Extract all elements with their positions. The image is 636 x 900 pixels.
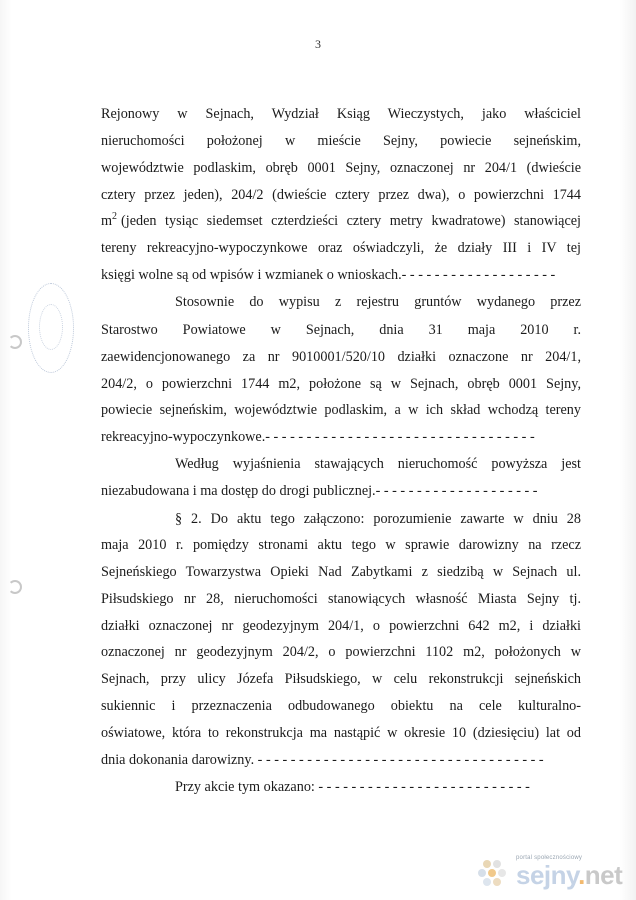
text-line: (jeden tysiąc siedemset czterdzieści cztery metry kwadratowe) stanowiącej [121, 213, 581, 229]
text-line: dnia dokonania darowizny. - - - - - - - - - - - - - - - - - - - - - - - - - - - - - - - - - - - [101, 752, 544, 768]
punch-hole-mark [8, 580, 22, 594]
text-line: województwie podlaskim, obręb 0001 Sejny, oznaczonej nr 204/1 (dwieście [101, 160, 581, 176]
text-line: § 2. Do aktu tego załączono: porozumienie zawarte w dniu 28 [175, 511, 581, 527]
text-line: Przy akcie tym okazano: - - - - - - - - - - - - - - - - - - - - - - - - - - [175, 779, 530, 795]
text-line: rekreacyjno-wypoczynkowe.- - - - - - - - - - - - - - - - - - - - - - - - - - - - - - - - - [101, 429, 535, 445]
text-line: Piłsudskiego nr 28, nieruchomości stanowiących własność Miasta Sejny tj. [101, 591, 581, 607]
text-line: oznaczonej nr geodezyjnym 204/2, o powierzchni 1102 m2, położonych w [101, 644, 581, 660]
watermark-brand: sejny.net [516, 860, 623, 890]
text-line-with-superscript [101, 212, 581, 230]
text-line: Sejnach, przy ulicy Józefa Piłsudskiego, w celu rekonstrukcji sejneńskich [101, 671, 581, 687]
text-line: niezabudowana i ma dostęp do drogi publicznej.- - - - - - - - - - - - - - - - - - - - [101, 483, 538, 499]
page-number: 3 [315, 37, 321, 51]
text-line: Sejneńskiego Towarzystwa Opieki Nad Zabytkami z siedzibą w Sejnach ul. [101, 564, 581, 580]
text-line: powiecie sejneńskim, województwie podlaskim, a w ich skład wchodzą tereny [101, 402, 581, 418]
watermark-tagline: portal społecznościowy [516, 855, 583, 861]
text-line: Rejonowy w Sejnach, Wydział Ksiąg Wieczystych, jako właściciel [101, 106, 581, 122]
text-line: księgi wolne są od wpisów i wzmianek o wnioskach.- - - - - - - - - - - - - - - - - - - [101, 267, 556, 283]
text-line: oświatowe, która to rekonstrukcja ma nastąpić w okresie 10 (dziesięciu) lat od [101, 725, 581, 741]
text-line: cztery przez jeden), 204/2 (dwieście cztery przez dwa), o powierzchni 1744 [101, 187, 581, 203]
punch-hole-mark [8, 335, 22, 349]
text-line: działki oznaczonej nr geodezyjnym 204/1, o powierzchni 642 m2, i działki [101, 618, 581, 634]
unit-m: $m^2$ [101, 211, 118, 229]
text-line: Starostwo Powiatowe w Sejnach, dnia 31 maja 2010 r. [101, 322, 581, 338]
hexagon-dots-icon [478, 856, 512, 890]
text-line: sukiennic i przeznaczenia odbudowanego obiektu na cele kulturalno- [101, 698, 581, 714]
text-line: 204/2, o powierzchni 1744 m2, położone są w Sejnach, obręb 0001 Sejny, [101, 376, 581, 392]
text-line: zaewidencjonowanego za nr 9010001/520/10 działki oznaczone nr 204/1, [101, 349, 581, 365]
text-line: maja 2010 r. pomiędzy stronami aktu tego w sprawie darowizny na rzecz [101, 537, 581, 553]
text-line: Stosownie do wypisu z rejestru gruntów wydanego przez [175, 294, 581, 310]
text-line: tereny rekreacyjno-wypoczynkowe oraz oświadczyli, że działy III i IV tej [101, 240, 581, 256]
stamp-seal [28, 283, 74, 373]
text-line: Według wyjaśnienia stawających nieruchomość powyższa jest [175, 456, 581, 472]
text-line: nieruchomości położonej w mieście Sejny, powiecie sejneńskim, [101, 133, 581, 149]
watermark-logo [478, 852, 628, 896]
